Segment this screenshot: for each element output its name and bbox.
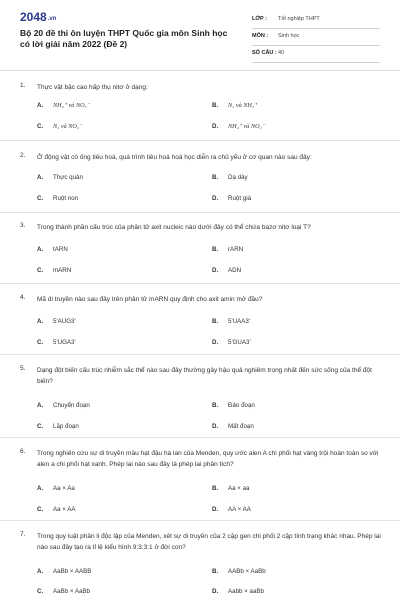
question-divider xyxy=(0,354,400,355)
option-text: NH₄⁺ và NO₃⁻ xyxy=(53,102,90,109)
meta-value: 40 xyxy=(278,50,285,56)
option-text: AaBb × AABB xyxy=(53,568,92,575)
option-b[interactable] xyxy=(212,402,255,409)
option-text: Chuyển đoạn xyxy=(53,402,90,409)
exam-title: Bộ 20 đề thi ôn luyện THPT Quốc gia môn Sinh học có lời giải năm 2022 (Đề 2) xyxy=(20,28,228,49)
option-letter: D. xyxy=(212,195,219,202)
meta-key: LỚP : xyxy=(252,16,267,22)
option-d[interactable] xyxy=(212,423,254,430)
meta-row-count xyxy=(252,46,380,63)
option-letter: C. xyxy=(37,123,44,130)
option-text: 5'UAA3' xyxy=(228,318,250,325)
question-divider xyxy=(0,520,400,521)
option-text: Aa × aa xyxy=(228,485,250,492)
option-letter: B. xyxy=(212,246,219,253)
option-c[interactable] xyxy=(37,123,82,130)
question-text: Trong quy luật phân li độc lập của Menden, xét sự di truyền của 2 cặp gen chi phối 2 cặp tính trạng khác nhau. Phép lai nào sau đây tạo ra tỉ lệ kiểu hình 9:3:3:1 ở đời con? xyxy=(37,533,381,551)
option-d[interactable] xyxy=(212,195,251,202)
option-letter: B. xyxy=(212,485,219,492)
option-a[interactable] xyxy=(37,485,75,492)
option-text: Thực quản xyxy=(53,174,83,181)
option-text: tARN xyxy=(53,246,68,253)
option-b[interactable] xyxy=(212,174,248,181)
option-text: rARN xyxy=(228,246,244,253)
header-divider xyxy=(0,70,400,71)
option-c[interactable] xyxy=(37,423,79,430)
meta-row-class xyxy=(252,12,380,29)
option-d[interactable] xyxy=(212,267,241,274)
question-text: Thực vật bậc cao hấp thụ nitơ ở dạng: xyxy=(37,84,148,91)
option-text: AA × AA xyxy=(228,506,251,513)
option-a[interactable] xyxy=(37,402,90,409)
meta-key: MÔN : xyxy=(252,33,269,39)
option-letter: B. xyxy=(212,402,219,409)
option-a[interactable] xyxy=(37,568,91,575)
option-text: Đảo đoạn xyxy=(228,402,255,409)
option-letter: A. xyxy=(37,246,44,253)
meta-value: Tốt nghiệp THPT xyxy=(278,16,320,22)
option-d[interactable] xyxy=(212,339,251,346)
meta-value: Sinh học xyxy=(278,33,300,39)
option-d[interactable] xyxy=(212,506,251,513)
option-text: 5'UGA3' xyxy=(53,339,76,346)
question-divider xyxy=(0,283,400,284)
option-text: N₂ và NH₄⁺ xyxy=(228,102,258,109)
option-letter: C. xyxy=(37,506,44,513)
brand-tld: .vn xyxy=(47,16,57,22)
question-number: 3. xyxy=(20,222,26,229)
option-letter: B. xyxy=(212,174,219,181)
option-text: Aabb × aaBb xyxy=(228,588,264,595)
meta-key: SỐ CÂU : xyxy=(252,50,277,56)
option-text: Lặp đoạn xyxy=(53,423,79,430)
question-number: 7. xyxy=(20,531,26,538)
option-letter: B. xyxy=(212,318,219,325)
option-text: Aa × AA xyxy=(53,506,76,513)
question-number: 5. xyxy=(20,365,26,372)
question-number: 4. xyxy=(20,294,26,301)
option-a[interactable] xyxy=(37,246,68,253)
option-letter: C. xyxy=(37,339,44,346)
option-text: ADN xyxy=(228,267,242,274)
exam-meta xyxy=(252,12,380,63)
option-text: Mất đoạn xyxy=(228,423,254,430)
option-letter: A. xyxy=(37,568,44,575)
option-a[interactable] xyxy=(37,318,76,325)
question-text: Ở động vật có ống tiêu hoá, quá trình tiêu hoá hoá học diễn ra chủ yếu ở cơ quan nào sau đây: xyxy=(37,154,312,161)
option-text: 5'AUG3' xyxy=(53,318,76,325)
option-b[interactable] xyxy=(212,246,243,253)
option-letter: D. xyxy=(212,267,219,274)
option-a[interactable] xyxy=(37,174,83,181)
option-letter: D. xyxy=(212,123,219,130)
brand-logo[interactable] xyxy=(20,10,56,24)
option-letter: A. xyxy=(37,485,44,492)
option-d[interactable] xyxy=(212,123,265,130)
option-text: mARN xyxy=(53,267,72,274)
option-letter: B. xyxy=(212,568,219,575)
option-b[interactable] xyxy=(212,568,266,575)
option-text: NH₄⁺ và NO₂⁻ xyxy=(228,123,265,130)
option-c[interactable] xyxy=(37,195,78,202)
question-number: 1. xyxy=(20,82,26,89)
option-letter: B. xyxy=(212,102,219,109)
option-letter: D. xyxy=(212,588,219,595)
option-letter: A. xyxy=(37,174,44,181)
option-c[interactable] xyxy=(37,339,76,346)
option-text: Ruột non xyxy=(53,195,79,202)
option-c[interactable] xyxy=(37,588,90,595)
option-text: 5'GUA3' xyxy=(228,339,251,346)
option-letter: C. xyxy=(37,588,44,595)
option-letter: C. xyxy=(37,267,44,274)
option-a[interactable] xyxy=(37,102,90,109)
option-text: Dạ dày xyxy=(228,174,248,181)
question-divider xyxy=(0,437,400,438)
question-text: Mã di truyền nào sau đây trên phân tử mARN quy định cho axit amin mở đầu? xyxy=(37,296,263,303)
option-letter: D. xyxy=(212,339,219,346)
question-text: Trong thành phần cấu trúc của phân tử axit nucleic nào dưới đây có thể chứa bazơ nitơ loại T? xyxy=(37,224,311,231)
option-b[interactable] xyxy=(212,318,250,325)
option-text: AABb × AaBb xyxy=(228,568,266,575)
brand-name: 2048 xyxy=(20,10,47,24)
meta-row-subject xyxy=(252,29,380,46)
option-letter: D. xyxy=(212,506,219,513)
question-number: 2. xyxy=(20,152,26,159)
option-text: AaBb × AaBb xyxy=(53,588,90,595)
option-letter: C. xyxy=(37,195,44,202)
option-letter: A. xyxy=(37,402,44,409)
exam-header xyxy=(20,10,380,66)
option-c[interactable] xyxy=(37,267,71,274)
option-d[interactable] xyxy=(212,588,264,595)
question-divider xyxy=(0,212,400,213)
question-text: Dạng đột biến cấu trúc nhiễm sắc thể nào sau đây thường gây hậu quả nghiêm trọng nhất đến sức sống của thể đột biến? xyxy=(37,367,372,385)
option-c[interactable] xyxy=(37,506,76,513)
question-text: Trong nghiên cứu sự di truyền màu hạt đậu hà lan của Menden, quy ước alen A chi phối hạt vàng trội hoàn toàn so với alen a chi phối hạt xanh. Phép lai nào sau đây là phép lai phân tích? xyxy=(37,450,379,468)
option-text: Aa × Aa xyxy=(53,485,75,492)
option-b[interactable] xyxy=(212,485,250,492)
question-number: 6. xyxy=(20,448,26,455)
question-divider xyxy=(0,140,400,141)
option-letter: D. xyxy=(212,423,219,430)
option-text: N₂ và NO₃⁻ xyxy=(53,123,83,130)
option-letter: C. xyxy=(37,423,44,430)
option-letter: A. xyxy=(37,318,44,325)
option-text: Ruột già xyxy=(228,195,252,202)
option-b[interactable] xyxy=(212,102,257,109)
option-letter: A. xyxy=(37,102,44,109)
